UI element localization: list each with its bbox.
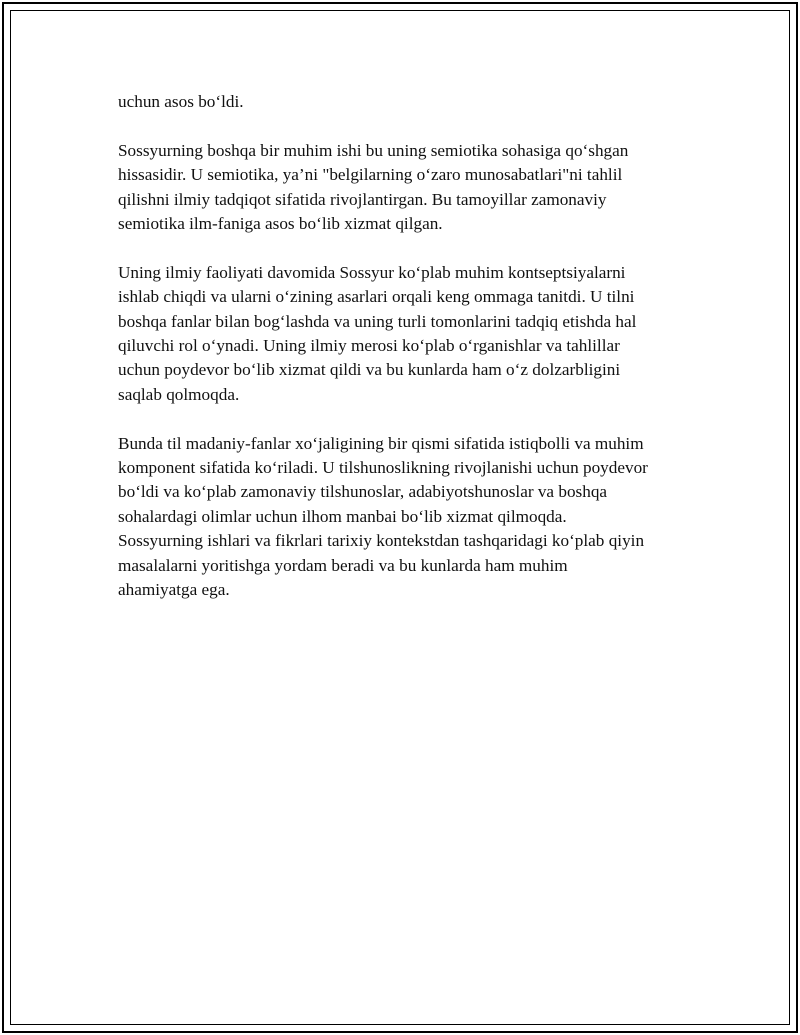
paragraph-line: masalalarni yoritishga yordam beradi va bu kunlarda ham muhim: [118, 555, 568, 575]
paragraph-1: [118, 90, 698, 114]
paragraph-line: bo‘ldi va ko‘plab zamonaviy tilshunoslar, adabiyotshunoslar va boshqa: [118, 482, 608, 502]
paragraph-line: qiluvchi rol o‘ynadi. Uning ilmiy merosi ko‘plab o‘rganishlar va tahlillar: [118, 336, 620, 356]
document-body: [118, 90, 698, 627]
paragraph-line: saqlab qolmoqda.: [118, 384, 240, 404]
paragraph-2: [118, 139, 698, 237]
paragraph-line: boshqa fanlar bilan bog‘lashda va uning turli tomonlarini tadqiq etishda hal: [118, 311, 637, 331]
paragraph-line: ahamiyatga ega.: [118, 580, 230, 600]
paragraph-line: Uning ilmiy faoliyati davomida Sossyur ko‘plab muhim kontseptsiyalarni: [118, 262, 626, 282]
paragraph-3: [118, 261, 698, 407]
paragraph-line: Sossyurning boshqa bir muhim ishi bu uning semiotika sohasiga qo‘shgan: [118, 140, 629, 160]
paragraph-line: Sossyurning ishlari va fikrlari tarixiy kontekstdan tashqaridagi ko‘plab qiyin: [118, 531, 645, 551]
paragraph-line: komponent sifatida ko‘riladi. U tilshunoslikning rivojlanishi uchun poydevor: [118, 458, 648, 478]
paragraph-line: ishlab chiqdi va ularni o‘zining asarlari orqali keng ommaga tanitdi. U tilni: [118, 287, 635, 307]
paragraph-line: sohalardagi olimlar uchun ilhom manbai bo‘lib xizmat qilmoqda.: [118, 506, 567, 526]
paragraph-line: semiotika ilm-faniga asos bo‘lib xizmat qilgan.: [118, 214, 443, 234]
paragraph-line: hissasidir. U semiotika, ya’ni "belgilarning o‘zaro munosabatlari"ni tahlil: [118, 165, 623, 185]
paragraph-line: Bunda til madaniy-fanlar xo‘jaligining bir qismi sifatida istiqbolli va muhim: [118, 433, 644, 453]
paragraph-4: [118, 432, 698, 603]
paragraph-line: uchun poydevor bo‘lib xizmat qildi va bu kunlarda ham o‘z dolzarbligini: [118, 360, 621, 380]
paragraph-line: qilishni ilmiy tadqiqot sifatida rivojlantirgan. Bu tamoyillar zamonaviy: [118, 189, 607, 209]
paragraph-line: uchun asos bo‘ldi.: [118, 92, 244, 111]
